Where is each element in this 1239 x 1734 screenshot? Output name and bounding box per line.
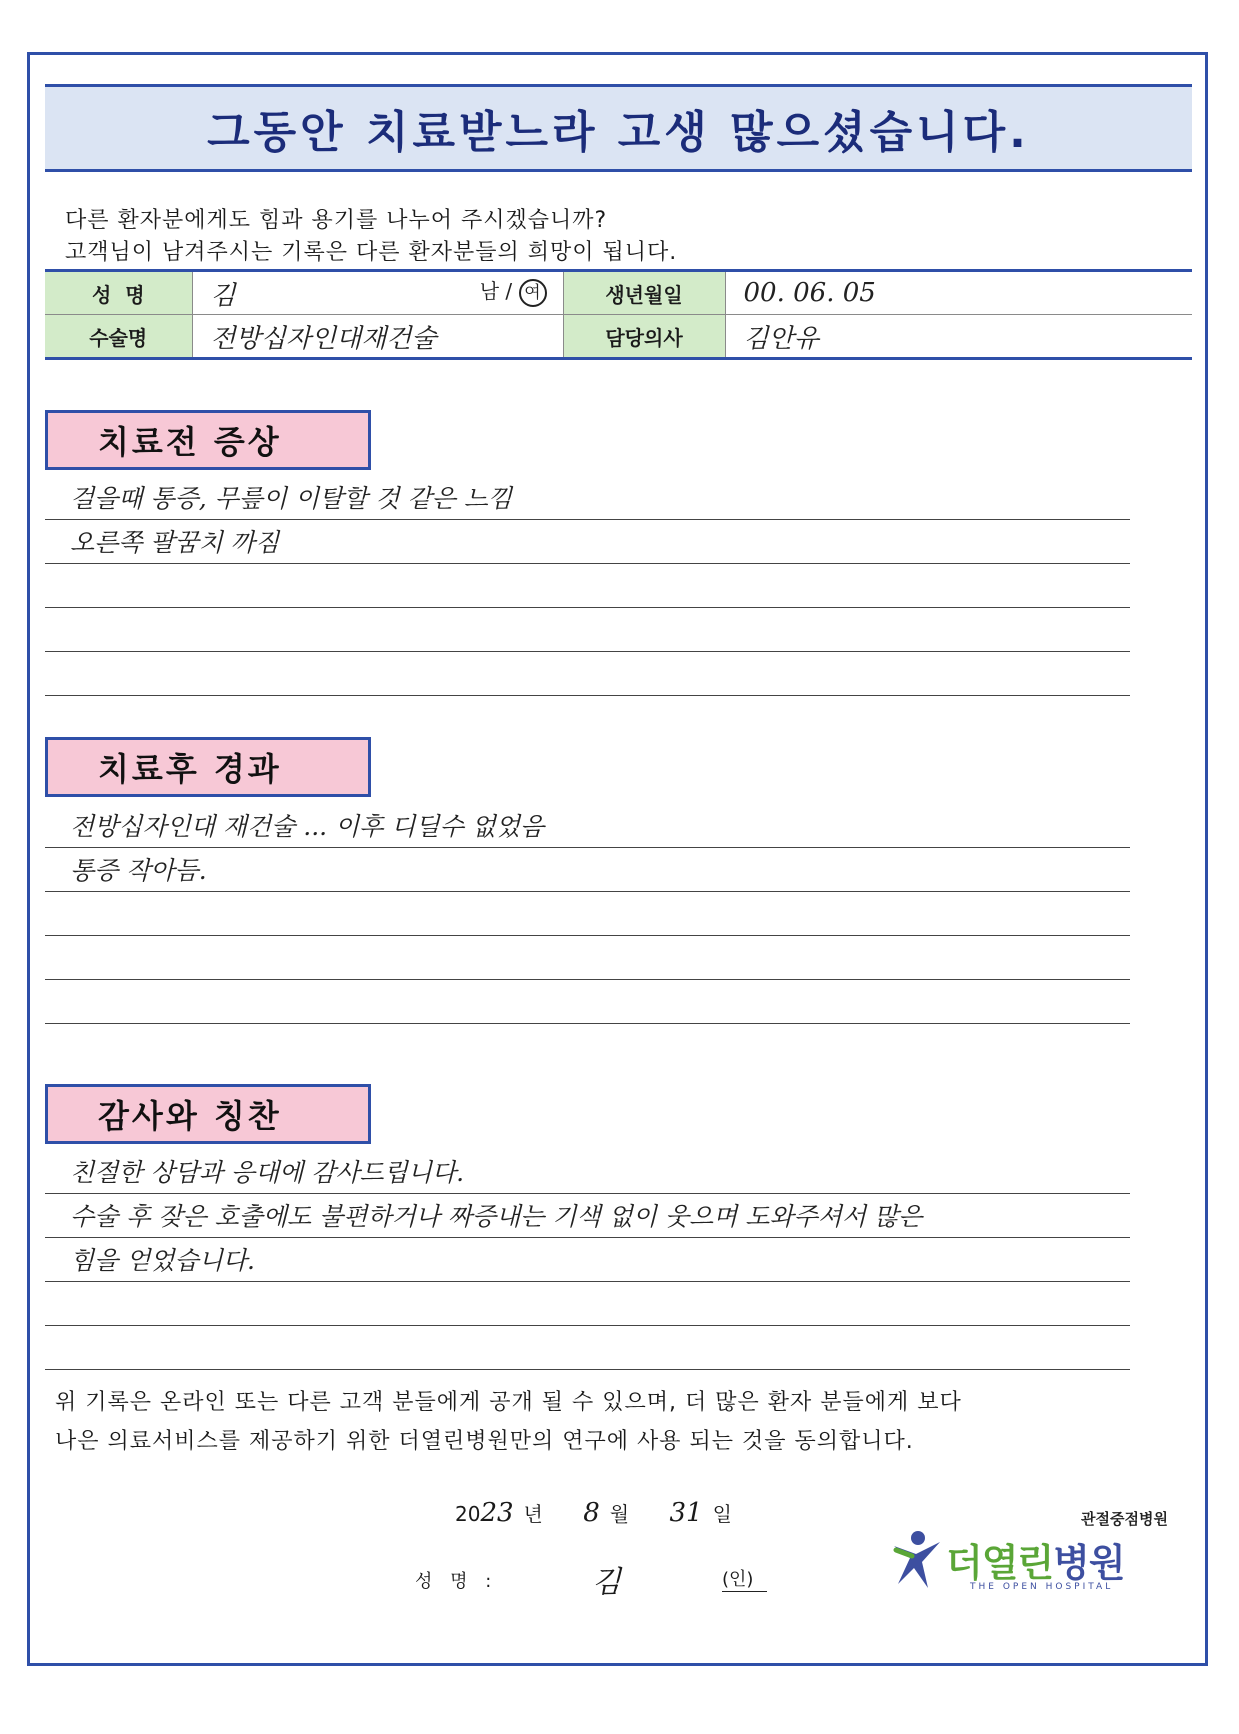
consent-line-1: 위 기록은 온라인 또는 다른 고객 분들에게 공개 될 수 있으며, 더 많은 환자 분들에게 보다: [55, 1390, 962, 1415]
birth-field[interactable]: [725, 271, 1192, 315]
logo-name: [946, 1532, 1125, 1587]
surgery-value: 전방십자인대재건술: [210, 323, 437, 354]
writing-line[interactable]: [45, 476, 1130, 520]
writing-line[interactable]: [45, 1150, 1130, 1194]
year-unit: 년: [523, 1502, 543, 1526]
hospital-logo: [888, 1508, 1168, 1598]
person-figure-icon: [888, 1528, 946, 1592]
gender-selector[interactable]: [480, 275, 547, 307]
section-before-title: 치료전 증상: [45, 410, 371, 470]
writing-line[interactable]: [45, 892, 1130, 936]
surgery-label: 수술명: [45, 315, 192, 359]
section-thanks-title: 감사와 칭찬: [45, 1084, 371, 1144]
doctor-value: 김안유: [743, 323, 819, 354]
handwritten-text: 걸을때 통증, 무릎이 이탈할 것 같은 느낌: [70, 484, 513, 513]
writing-line[interactable]: [45, 936, 1130, 980]
surgery-field[interactable]: [192, 315, 563, 359]
date-field[interactable]: [455, 1498, 732, 1528]
section-thanks-lines[interactable]: [45, 1150, 1130, 1370]
writing-line[interactable]: [45, 608, 1130, 652]
section-after-lines[interactable]: [45, 804, 1130, 1024]
birth-label: 생년월일: [563, 271, 725, 315]
writing-line[interactable]: [45, 1282, 1130, 1326]
month-unit: 월: [609, 1502, 630, 1526]
handwritten-text: 수술 후 잦은 호출에도 불편하거나 짜증내는 기색 없이 웃으며 도와주셔서 많은: [70, 1202, 923, 1231]
name-field[interactable]: [192, 271, 563, 315]
signature-label: 성 명 :: [415, 1571, 498, 1592]
doctor-label: 담당의사: [563, 315, 725, 359]
logo-subtitle: 관절중점병원: [1081, 1510, 1168, 1528]
page-title: 그동안 치료받느라 고생 많으셨습니다.: [207, 107, 1030, 158]
writing-line[interactable]: [45, 848, 1130, 892]
writing-line[interactable]: [45, 564, 1130, 608]
writing-line[interactable]: [45, 804, 1130, 848]
name-label: 성 명: [45, 271, 192, 315]
gender-female-circled: 여: [519, 279, 547, 307]
signature-name[interactable]: 김: [592, 1565, 621, 1600]
intro-line-1: 다른 환자분에게도 힘과 용기를 나누어 주시겠습니까?: [65, 208, 608, 233]
year-value: 23: [480, 1498, 514, 1528]
handwritten-text: 힘을 얻었습니다.: [70, 1246, 255, 1275]
birth-value: 00. 06. 05: [743, 278, 876, 308]
gender-separator: /: [505, 278, 513, 303]
writing-line[interactable]: [45, 520, 1130, 564]
month-value: 8: [583, 1498, 600, 1528]
intro-line-2: 고객님이 남겨주시는 기록은 다른 환자분들의 희망이 됩니다.: [65, 240, 678, 265]
day-unit: 일: [712, 1502, 732, 1526]
writing-line[interactable]: [45, 1238, 1130, 1282]
section-before-lines[interactable]: [45, 476, 1130, 696]
consent-line-2: 나은 의료서비스를 제공하기 위한 더열린병원만의 연구에 사용 되는 것을 동의합니다.: [55, 1429, 914, 1454]
patient-info-table: [45, 269, 1192, 360]
handwritten-text: 전방십자인대 재건술 ... 이후 디딜수 없었음: [70, 812, 545, 841]
logo-name-blue: 병원: [1053, 1541, 1125, 1585]
signature-seal: (인): [722, 1565, 767, 1592]
logo-english: THE OPEN HOSPITAL: [970, 1582, 1114, 1592]
section-after-title: 치료후 경과: [45, 737, 371, 797]
writing-line[interactable]: [45, 652, 1130, 696]
handwritten-text: 통증 작아듬.: [70, 856, 207, 885]
writing-line[interactable]: [45, 980, 1130, 1024]
gender-male: 남: [479, 278, 500, 303]
handwritten-text: 오른쪽 팔꿈치 까짐: [70, 528, 280, 557]
doctor-field[interactable]: [725, 315, 1192, 359]
logo-name-green: 더열린: [946, 1541, 1054, 1585]
year-prefix: 20: [455, 1502, 481, 1526]
writing-line[interactable]: [45, 1326, 1130, 1370]
writing-line[interactable]: [45, 1194, 1130, 1238]
day-value: 31: [669, 1498, 703, 1528]
name-value: 김: [210, 280, 236, 311]
handwritten-text: 친절한 상담과 응대에 감사드립니다.: [70, 1158, 465, 1187]
title-banner: [45, 84, 1192, 172]
